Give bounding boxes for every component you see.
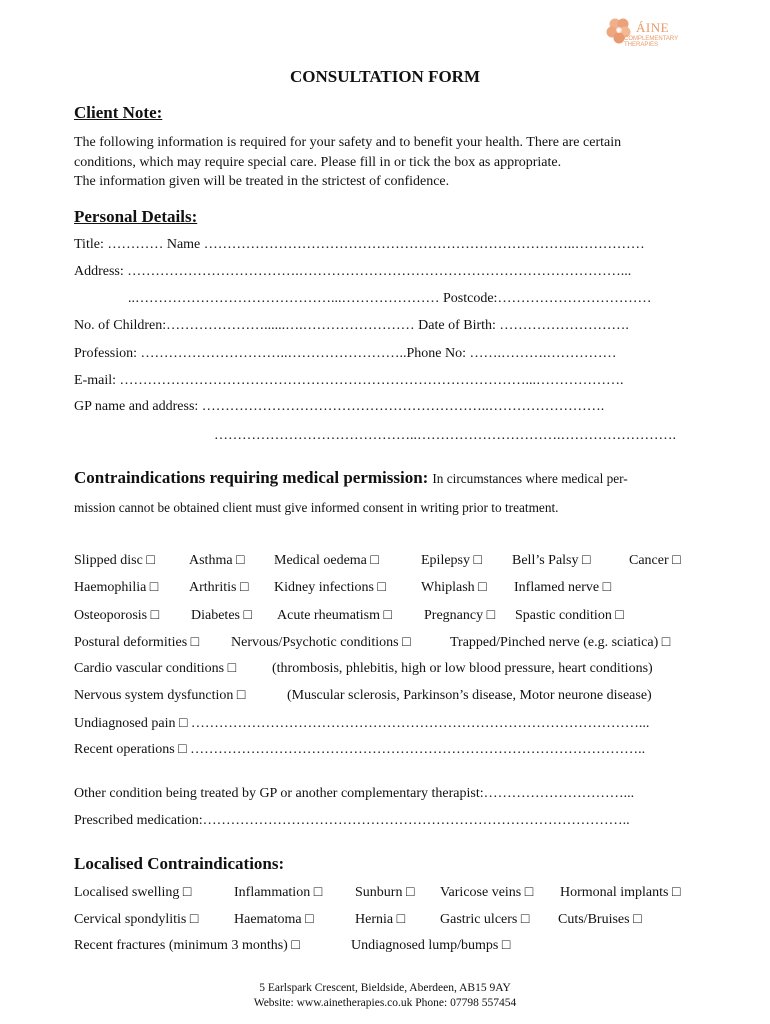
checkbox-slipped-disc[interactable]: Slipped disc □ (74, 553, 155, 568)
contraindications-intro-line2: mission cannot be obtained client must give informed consent in writing prior to treatment. (74, 500, 559, 515)
checkbox-haemophilia[interactable]: Haemophilia □ (74, 580, 159, 595)
personal-details-heading: Personal Details: (74, 207, 198, 226)
page-title: CONSULTATION FORM (289, 67, 480, 86)
footer-contact: Website: www.ainetherapies.co.uk Phone: 07798 557454 (253, 997, 517, 1009)
company-logo (602, 14, 692, 50)
checkbox-cuts-bruises[interactable]: Cuts/Bruises □ (558, 912, 642, 927)
checkbox-hernia[interactable]: Hernia □ (355, 912, 406, 927)
prescribed-medication-field[interactable]: Prescribed medication:……………………………………………………………………………….. (74, 813, 630, 828)
checkbox-diabetes[interactable]: Diabetes □ (191, 608, 252, 623)
checkbox-cancer[interactable]: Cancer □ (629, 553, 681, 568)
checkbox-trapped-nerve[interactable]: Trapped/Pinched nerve (e.g. sciatica) □ (450, 635, 671, 650)
checkbox-sunburn[interactable]: Sunburn □ (355, 885, 415, 900)
children-dob-field[interactable]: No. of Children:…………………......….…………………… Date of Birth: ………………………. (74, 318, 629, 333)
client-note-text: The following information is required for your safety and to benefit your health. There are certain conditions, which may require special care. Please fill in or tick the box as appropriate. The information given will be treated in the strictest of confidence. (74, 135, 622, 189)
gp-field-line2[interactable]: ……………………………………..………………………….……………………. (214, 428, 676, 443)
checkbox-medical-oedema[interactable]: Medical oedema □ (274, 553, 379, 568)
checkbox-localised-swelling[interactable]: Localised swelling □ (74, 885, 192, 900)
checkbox-kidney-infections[interactable]: Kidney infections □ (274, 580, 386, 595)
checkbox-inflammation[interactable]: Inflammation □ (234, 885, 323, 900)
checkbox-nervous-psychotic[interactable]: Nervous/Psychotic conditions □ (231, 635, 411, 650)
checkbox-asthma[interactable]: Asthma □ (189, 553, 245, 568)
contraindications-section (74, 468, 628, 488)
cardio-vascular-note: (thrombosis, phlebitis, high or low blood pressure, heart conditions) (272, 661, 653, 676)
checkbox-osteoporosis[interactable]: Osteoporosis □ (74, 608, 160, 623)
title-name-field[interactable]: Title: ………… Name ……………………………………………………………………..…………… (74, 237, 645, 252)
checkbox-nervous-system[interactable]: Nervous system dysfunction □ (74, 688, 246, 703)
address-postcode-field[interactable]: ..……………………………………...………………… Postcode:…………………………… (128, 291, 652, 306)
checkbox-bells-palsy[interactable]: Bell’s Palsy □ (512, 553, 591, 568)
email-field[interactable]: E-mail: ……………………………………………………………………………...………………. (74, 373, 624, 388)
undiagnosed-pain-field[interactable]: Undiagnosed pain □ ……………………………………………………………………………………... (74, 716, 650, 731)
checkbox-postural-deformities[interactable]: Postural deformities □ (74, 635, 200, 650)
gp-field[interactable]: GP name and address: ……………………………………………………..……………………. (74, 399, 605, 414)
checkbox-inflamed-nerve[interactable]: Inflamed nerve □ (514, 580, 612, 595)
localised-contraindications-heading: Localised Contraindications: (74, 854, 285, 873)
checkbox-pregnancy[interactable]: Pregnancy □ (424, 608, 496, 623)
profession-phone-field[interactable]: Profession: …………………………..……………………..Phone No: …….……….…………… (74, 346, 617, 361)
checkbox-varicose-veins[interactable]: Varicose veins □ (440, 885, 534, 900)
checkbox-recent-fractures[interactable]: Recent fractures (minimum 3 months) □ (74, 938, 300, 953)
checkbox-cervical-spondylitis[interactable]: Cervical spondylitis □ (74, 912, 199, 927)
logo-name: ÁINE (636, 20, 670, 35)
nervous-system-note: (Muscular sclerosis, Parkinson’s disease, Motor neurone disease) (287, 688, 652, 703)
checkbox-epilepsy[interactable]: Epilepsy □ (421, 553, 482, 568)
checkbox-arthritis[interactable]: Arthritis □ (189, 580, 249, 595)
checkbox-hormonal-implants[interactable]: Hormonal implants □ (560, 885, 681, 900)
checkbox-acute-rheumatism[interactable]: Acute rheumatism □ (277, 608, 392, 623)
footer-address: 5 Earlspark Crescent, Bieldside, Aberdeen, AB15 9AY (259, 982, 511, 994)
contraindications-heading: Contraindications requiring medical permission: (74, 468, 429, 487)
client-note-heading: Client Note: (74, 103, 163, 122)
checkbox-undiagnosed-lumps[interactable]: Undiagnosed lump/bumps □ (351, 938, 511, 953)
checkbox-cardio-vascular[interactable]: Cardio vascular conditions □ (74, 661, 237, 676)
contraindications-intro: In circumstances where medical per- (432, 471, 628, 486)
checkbox-spastic-condition[interactable]: Spastic condition □ (515, 608, 624, 623)
recent-operations-field[interactable]: Recent operations □ …………………………………………………………………………………….. (74, 742, 646, 757)
checkbox-haematoma[interactable]: Haematoma □ (234, 912, 314, 927)
other-condition-field[interactable]: Other condition being treated by GP or another complementary therapist:…………………………... (74, 786, 635, 801)
checkbox-gastric-ulcers[interactable]: Gastric ulcers □ (440, 912, 530, 927)
logo-tagline: COMPLEMENTARY THERAPIES (624, 36, 679, 48)
address-field[interactable]: Address: ……………………………….……………………………………………………………... (74, 264, 632, 279)
checkbox-whiplash[interactable]: Whiplash □ (421, 580, 487, 595)
